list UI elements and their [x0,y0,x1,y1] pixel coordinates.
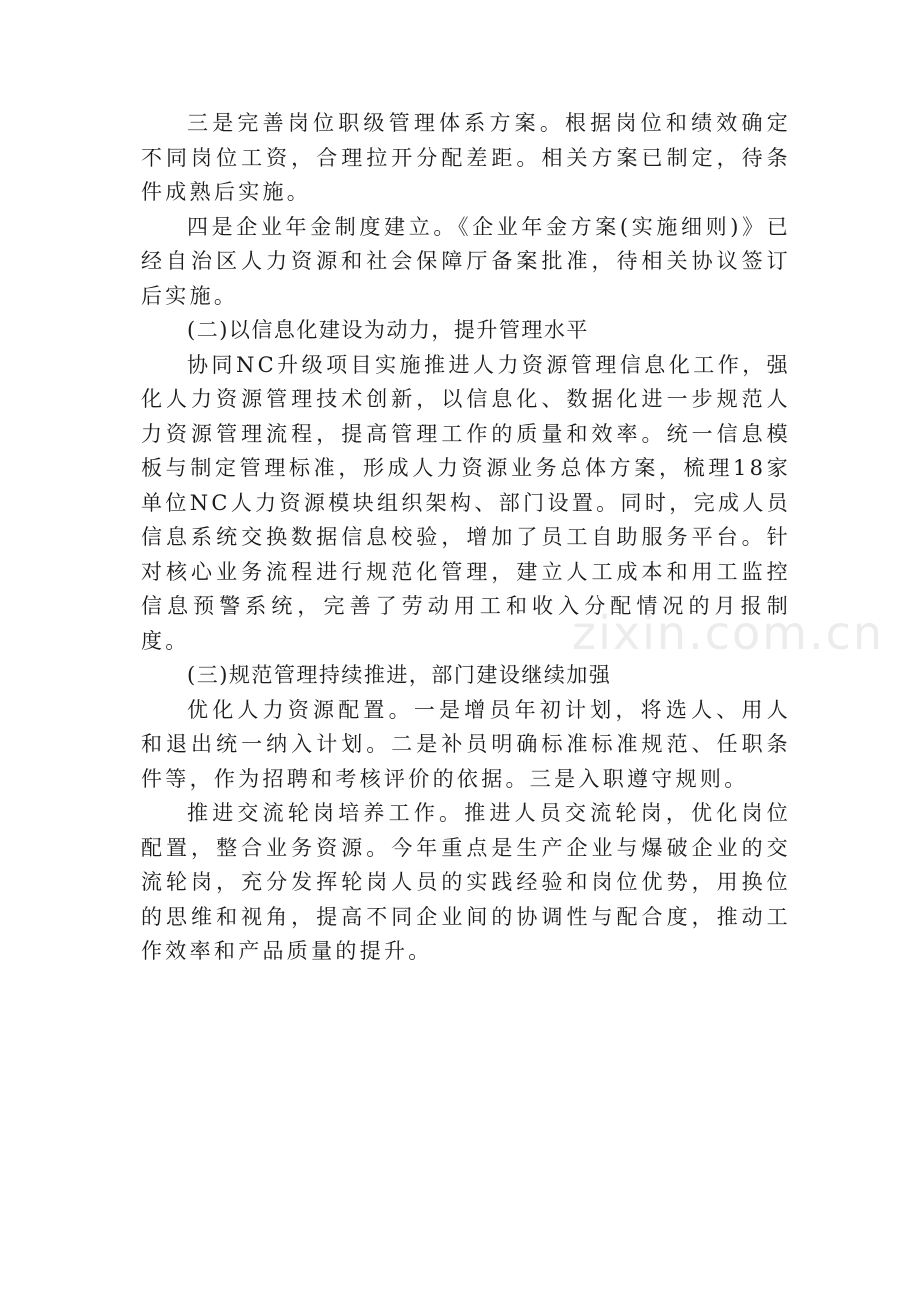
watermark-text: zixin.com.cn [572,606,885,660]
paragraph-job-rotation: 推进交流轮岗培养工作。推进人员交流轮岗，优化岗位配置，整合业务资源。今年重点是生产企业与爆破企业的交流轮岗，充分发挥轮岗人员的实践经验和岗位优势，用换位的思维和视角，提高不同企业间的协调性与配合度，推动工作效率和产品质量的提升。 [141,801,791,963]
paragraph-hr-allocation: 优化人力资源配置。一是增员年初计划，将选人、用人和退出统一纳入计划。二是补员明确标准标准规范、任职条件等，作为招聘和考核评价的依据。三是入职遵守规则。 [141,697,791,791]
paragraph-job-level-system: 三是完善岗位职级管理体系方案。根据岗位和绩效确定不同岗位工资，合理拉开分配差距。相关方案已制定，待条件成熟后实施。 [141,111,791,204]
paragraph-enterprise-annuity: 四是企业年金制度建立。《企业年金方案(实施细则)》已经自治区人力资源和社会保障厅备案批准，待相关协议签订后实施。 [141,214,791,308]
paragraph-nc-upgrade: 协同NC升级项目实施推进人力资源管理信息化工作，强化人力资源管理技术创新，以信息化、数据化进一步规范人力资源管理流程，提高管理工作的质量和效率。统一信息模板与制定管理标准，形成人力资源业务总体方案，梳理18家单位NC人力资源模块组织架构、部门设置。同时，完成人员信息系统交换数据信息校验，增加了员工自助服务平台。针对核心业务流程进行规范化管理，建立人工成本和用工监控信息预警系统，完善了劳动用工和收入分配情况的月报制度。 [141,352,791,653]
section-heading-standardized-management: (三)规范管理持续推进，部门建设继续加强 [187,663,612,687]
document-body [141,106,791,969]
section-heading-informatization: (二)以信息化建设为动力，提升管理水平 [187,318,589,342]
